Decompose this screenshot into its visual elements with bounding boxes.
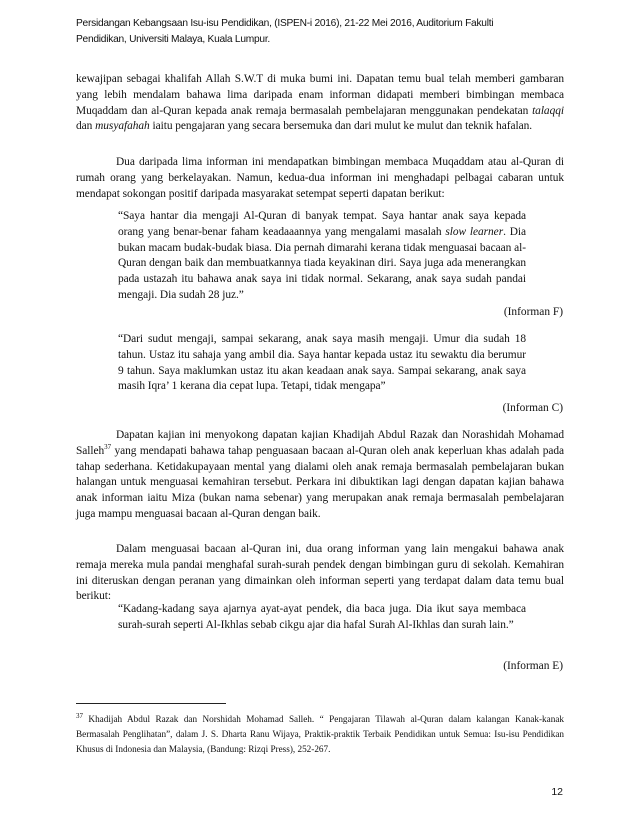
footnote-37 xyxy=(76,712,564,758)
quote-informan-f: “Saya hantar dia mengaji Al-Quran di banyak tempat. Saya hantar anak saya kepada orang yang benar-benar faham keadaaannya yang mengalami masalah slow learner. Dia bukan macam budak-budak biasa. Dia pernah dimarahi kerana tidak menguasai bacaan al-Quran dengan baik dan membuatkannya tiada keyakinan diri. Saya juga ada menerangkan pada ustazah itu bahawa anak saya ini tidak normal. Sekarang, anak saya sudah pandai mengaji. Dia sudah 28 juz.” xyxy=(118,210,526,301)
attribution-informan-f: (Informan F) xyxy=(503,306,563,318)
quote-informan-e: “Kadang-kadang saya ajarnya ayat-ayat pendek, dia baca juga. Dia ikut saya membaca surah-surah seperti Al-Ikhlas sebab cikgu ajar dia hafal Surah Al-Ikhlas dan surah lain.” xyxy=(118,603,526,631)
footnote-divider xyxy=(76,703,226,704)
footnote-number: 37 xyxy=(76,711,83,720)
term-talaqqi: talaqqi xyxy=(532,104,564,117)
paragraph-3: Dapatan kajian ini menyokong dapatan kajian Khadijah Abdul Razak dan Norashidah Mohamad Salleh$^{37}$ yang mendapati bahawa tahap penguasaan bacaan al-Quran oleh anak keperluan khas adalah pada tahap sederhana. Ketidakupayaan mental yang dialami oleh anak remaja bermasalah pembelajaran bukan halangan untuk menguasai kemahiran tersebut. Perkara ini dibuktikan lagi dengan dapatan kajian bahawa anak informan iaitu Miza (bukan nama sebenar) yang merupakan anak remaja bermasalah pembelajaran juga mampu menguasai bacaan al-Quran dengan baik. xyxy=(76,429,564,520)
attribution-informan-c: (Informan C) xyxy=(502,402,563,414)
header-line-2: Pendidikan, Universiti Malaya, Kuala Lumpur. xyxy=(76,33,270,45)
page-number: 12 xyxy=(551,786,563,798)
term-slow-learner: slow learner xyxy=(445,225,504,238)
quote-informan-c: “Dari sudut mengaji, sampai sekarang, anak saya masih mengaji. Umur dia sudah 18 tahun. Ustaz itu sahaja yang ambil dia. Saya hantar kepada ustaz itu sewaktu dia berumur 9 tahun. Saya maklumkan ustaz itu akan keadaan anak saya. Sampai sekarang, anak saya masih Iqra’ 1 kerana dia cepat lupa. Tetapi, tidak mengapa” xyxy=(118,333,526,393)
footnote-text: Khadijah Abdul Razak dan Norshidah Mohamad Salleh. “ Pengajaran Tilawah al-Quran dalam kalangan Kanak-kanak Bermasalah Penglihatan”, dalam J. S. Dharta Ranu Wijaya, Praktik-praktik Terbaik Pendidikan untuk Semua: Isu-isu Pendidikan Khusus di Indonesia dan Malaysia, (Bandung: Rizqi Press), 252-267. xyxy=(76,714,564,755)
running-header xyxy=(76,16,576,47)
paragraph-1: kewajipan sebagai khalifah Allah S.W.T di muka bumi ini. Dapatan temu bual telah memberi gambaran yang lebih mendalam bahawa lima daripada enam informan didapati memberi bimbingan membaca Muqaddam dan al-Quran kepada anak remaja bermasalah pembelajaran menggunakan pendekatan talaqqi dan musyafahah iaitu pengajaran yang secara bersemuka dan dari mulut ke mulut dan teknik hafalan. xyxy=(76,73,564,133)
paragraph-2: Dua daripada lima informan ini mendapatkan bimbingan membaca Muqaddam atau al-Quran di rumah orang yang berkelayakan. Namun, kedua-dua informan ini menghadapi pelbagai cabaran untuk mendapat sokongan positif daripada masyarakat setempat seperti dapatan berikut: xyxy=(76,156,564,200)
attribution-informan-e: (Informan E) xyxy=(503,660,563,672)
term-musyafahah: musyafahah xyxy=(95,120,150,133)
paragraph-4: Dalam menguasai bacaan al-Quran ini, dua orang informan yang lain mengakui bahawa anak remaja mereka mula pandai menghafal surah-surah pendek dengan bimbingan guru di sekolah. Kemahiran ini diteruskan dengan peranan yang dimainkan oleh informan seperti yang terdapat dalam data temu bual berikut: xyxy=(76,543,564,603)
header-line-1: Persidangan Kebangsaan Isu-isu Pendidikan, (ISPEN-i 2016), 21-22 Mei 2016, Auditorium Fakulti xyxy=(76,18,494,29)
footnote-reference[interactable]: 37 xyxy=(104,443,112,451)
